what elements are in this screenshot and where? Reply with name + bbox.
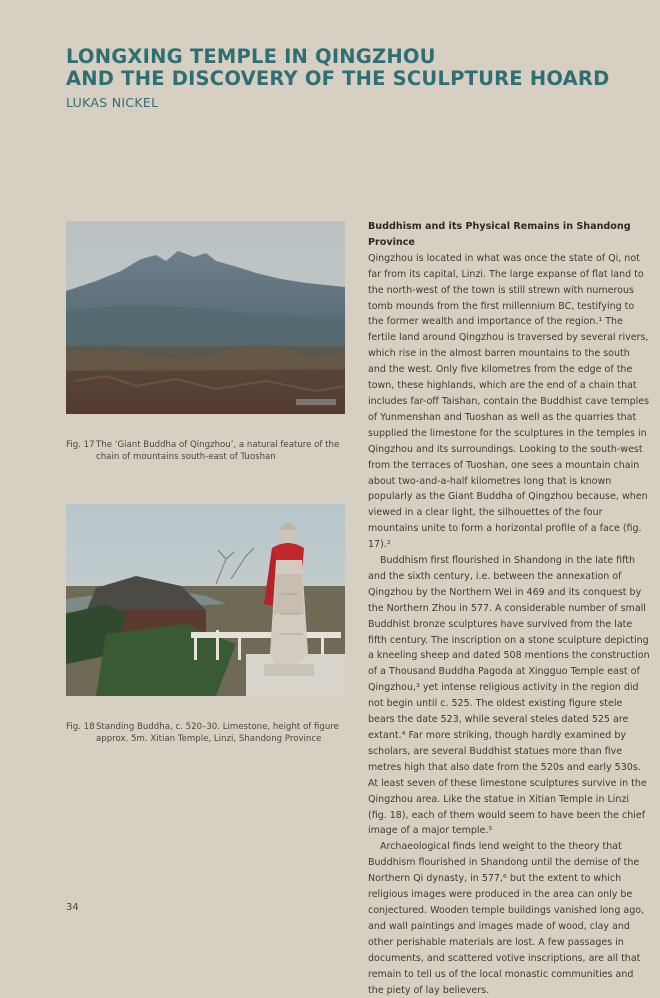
author-name: LUKAS NICKEL bbox=[66, 95, 159, 110]
figure-17-caption bbox=[66, 439, 351, 463]
figure-17-photo bbox=[66, 221, 345, 414]
figure-18-text: Standing Buddha, c. 520–30. Limestone, height of figure approx. 5m. Xitian Temple, Linzi, Shandong Province bbox=[96, 722, 339, 744]
figure-18-caption bbox=[66, 721, 351, 745]
body-column bbox=[368, 219, 650, 998]
page-number: 34 bbox=[66, 902, 79, 913]
section-heading: Buddhism and its Physical Remains in Shandong Province bbox=[368, 221, 631, 248]
article-title bbox=[66, 46, 626, 90]
title-line-2: AND THE DISCOVERY OF THE SCULPTURE HOARD bbox=[66, 67, 610, 90]
title-line-1: LONGXING TEMPLE IN QINGZHOU bbox=[66, 45, 436, 68]
paragraph-1: Qingzhou is located in what was once the state of Qi, not far from its capital, Linzi. The large expanse of flat land to the north-west of the town is still strewn with numerous tomb mounds from the first millennium BC, testifying to the former wealth and importance of the region.¹ The fertile land around Qingzhou is traversed by several rivers, which rise in the almost barren mountains to the south and the west. Only five kilometres from the edge of the town, these highlands, which are the end of a chain that includes far-off Taishan, contain the Buddhist cave temples of Yunmenshan and Tuoshan as well as the quarries that supplied the limestone for the sculptures in the temples in Qingzhou and its surroundings. Looking to the south-west from the terraces of Tuoshan, one sees a mountain chain about two-and-a-half kilometres long that is known popularly as the Giant Buddha of Qingzhou because, when viewed in a clear light, the silhouettes of the four mountains unite to form a horizontal profile of a face (fig. 17).² bbox=[368, 252, 650, 551]
figure-17-number: Fig. 17 bbox=[66, 440, 95, 450]
paragraph-3: Archaeological finds lend weight to the theory that Buddhism flourished in Shandong until the demise of the Northern Qi dynasty, in 577,⁶ but the extent to which religious images were produced in the area can only be conjectured. Wooden temple buildings vanished long ago, and wall paintings and images made of wood, clay and other perishable materials are lost. A few passages in documents, and scattered votive inscriptions, are all that remain to tell us of the local monastic communities and the piety of lay believers. bbox=[368, 841, 645, 996]
figure-18-number: Fig. 18 bbox=[66, 722, 95, 732]
paragraph-2: Buddhism first flourished in Shandong in the late fifth and the sixth century, i.e. between the annexation of Qingzhou by the Northern Wei in 469 and its conquest by the Northern Zhou in 577. A considerable number of small Buddhist bronze sculptures have survived from the late fifth century. The inscription on a stone sculpture depicting a kneeling sheep and dated 508 mentions the construction of a Thousand Buddha Pagoda at Xingguo Temple east of Qingzhou,³ yet intense religious activity in the region did not begin until c. 525. The oldest existing figure stele bears the date 523, while several steles dated 525 are extant.⁴ Far more striking, though hardly examined by scholars, are several Buddhist statues more than five metres high that also date from the 520s and early 530s. At least seven of these limestone sculptures survive in the Qingzhou area. Like the statue in Xitian Temple in Linzi (fig. 18), each of them would seem to have been the chief image of a major temple.⁵ bbox=[368, 555, 650, 837]
figure-17-text: The ‘Giant Buddha of Qingzhou’, a natural feature of the chain of mountains south-east of Tuoshan bbox=[96, 440, 340, 462]
figure-18-photo bbox=[66, 504, 345, 696]
